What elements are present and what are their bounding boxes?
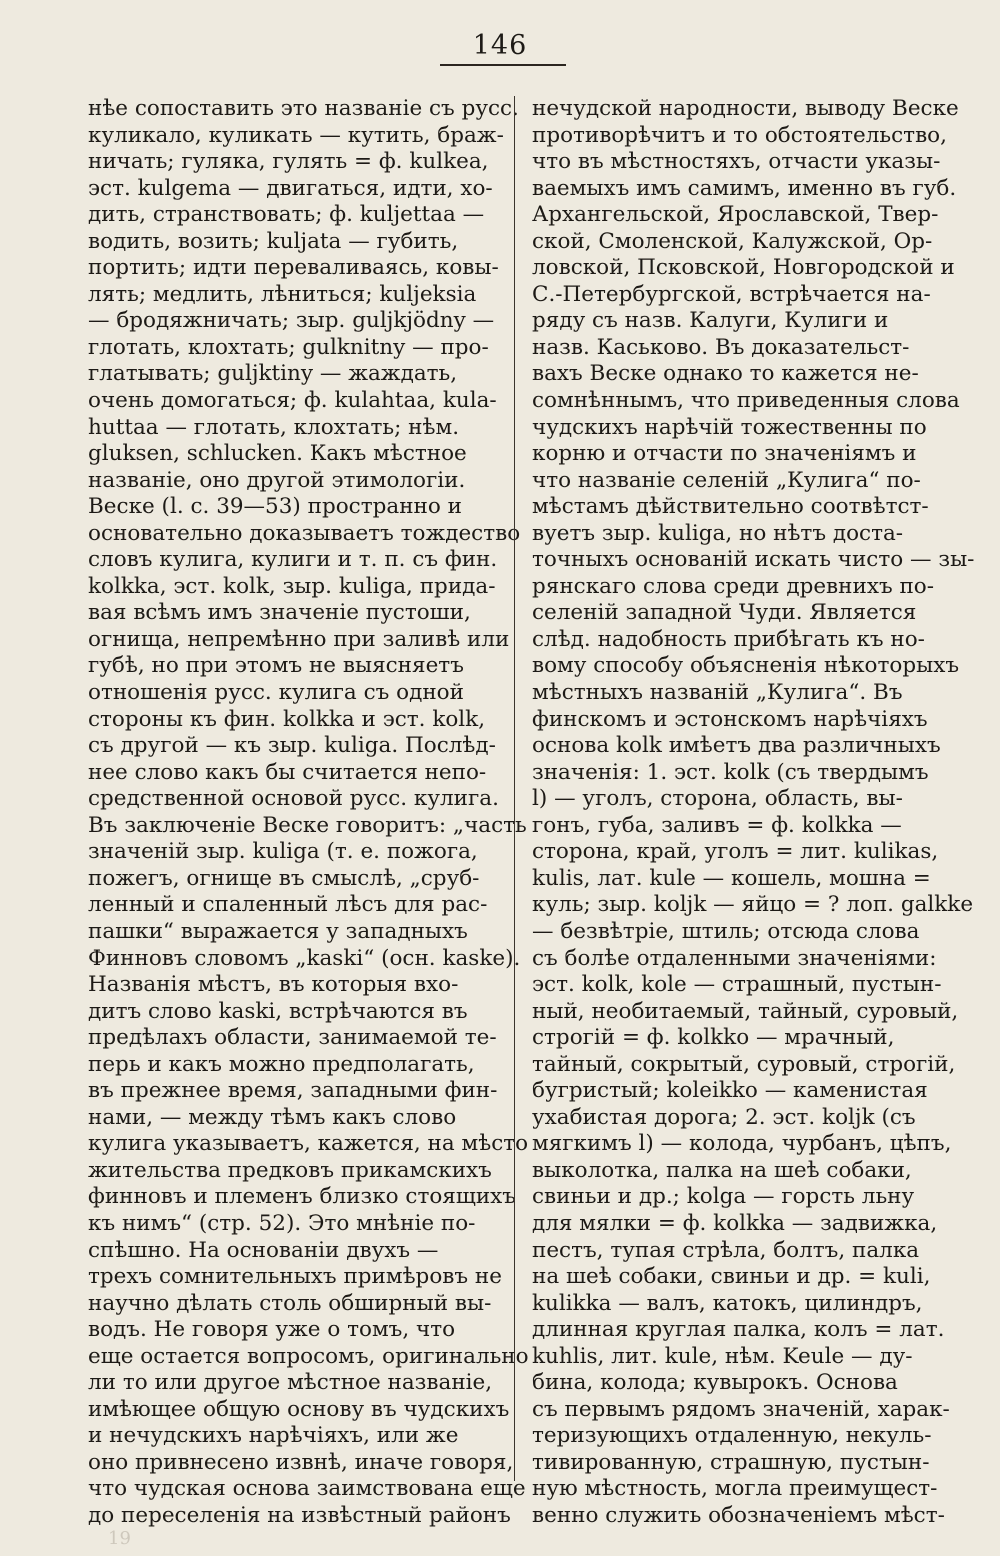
text-line: Названія мѣстъ, въ которыя вхо- bbox=[88, 972, 459, 998]
text-line: огнища, непремѣнно при заливѣ или bbox=[88, 626, 510, 652]
text-line: финскомъ и эстонскомъ нарѣчіяхъ bbox=[532, 706, 928, 732]
text-line: С.-Петербургской, встрѣчается на- bbox=[532, 281, 931, 307]
text-line: жительства предковъ прикамскихъ bbox=[88, 1157, 492, 1183]
text-line: чудскихъ нарѣчій тожественны по bbox=[532, 414, 927, 440]
text-line: кулига указываетъ, кажется, на мѣсто bbox=[88, 1131, 529, 1157]
text-line: глотать, клохтать; gulknitny — про- bbox=[88, 334, 489, 360]
text-line: сторона, край, уголъ = лит. kulikas, bbox=[532, 839, 939, 865]
text-line: словъ кулига, кулиги и т. п. съ фин. bbox=[88, 547, 498, 573]
text-line: сомнѣннымъ, что приведенныя слова bbox=[532, 388, 960, 414]
text-line: стороны къ фин. kolkka и эст. kolk, bbox=[88, 706, 486, 732]
text-line: ленный и спаленный лѣсъ для рас- bbox=[88, 892, 488, 918]
right-column bbox=[532, 96, 975, 1528]
text-line: и нечудскихъ нарѣчіяхъ, или же bbox=[88, 1423, 459, 1449]
bottom-mark: 19 bbox=[108, 1528, 131, 1549]
text-line: рянскаго слова среди древнихъ по- bbox=[532, 573, 934, 599]
text-line: Архангельской, Ярославской, Твер- bbox=[532, 202, 939, 228]
text-line: ряду съ назв. Калуги, Кулиги и bbox=[532, 308, 889, 334]
text-line: основательно доказываетъ тождество bbox=[88, 520, 521, 546]
text-line: портить; идти переваливаясь, ковы- bbox=[88, 255, 499, 281]
text-line: эст. kulgema — двигаться, идти, хо- bbox=[88, 175, 493, 201]
text-line: теризующихъ отдаленную, некуль- bbox=[532, 1423, 932, 1449]
text-line: строгій = ф. kolkko — мрачный, bbox=[532, 1025, 895, 1051]
text-line: что названіе селеній „Кулига“ по- bbox=[532, 467, 921, 493]
text-line: l) — уголъ, сторона, область, вы- bbox=[532, 786, 903, 812]
text-line: ничать; гуляка, гулять = ф. kulkea, bbox=[88, 149, 489, 175]
text-line: имѣющее общую основу въ чудскихъ bbox=[88, 1396, 510, 1422]
text-line: вуетъ зыр. kuliga, но нѣтъ доста- bbox=[532, 520, 904, 546]
text-line: huttaa — глотать, клохтать; нѣм. bbox=[88, 414, 460, 440]
text-line: нее слово какъ бы считается непо- bbox=[88, 759, 487, 785]
text-line: дить, странствовать; ф. kuljettaa — bbox=[88, 202, 485, 228]
text-line: kulis, лат. kule — кошель, мошна = bbox=[532, 865, 931, 891]
text-line: оно привнесено извнѣ, иначе говоря, bbox=[88, 1449, 514, 1475]
text-line: съ болѣе отдаленными значеніями: bbox=[532, 945, 937, 971]
text-line: основа kolk имѣетъ два различныхъ bbox=[532, 733, 941, 759]
text-line: перь и какъ можно предполагать, bbox=[88, 1051, 475, 1077]
text-line: для мялки = ф. kolkka — задвижка, bbox=[532, 1210, 938, 1236]
text-line: kulikka — валъ, катокъ, цилиндръ, bbox=[532, 1290, 923, 1316]
text-line: противорѣчитъ и то обстоятельство, bbox=[532, 122, 947, 148]
text-line: значеній зыр. kuliga (т. е. пожога, bbox=[88, 839, 478, 865]
left-column bbox=[88, 96, 529, 1528]
text-line: kolkka, эст. kolk, зыр. kuliga, прида- bbox=[88, 573, 496, 599]
text-line: выколотка, палка на шеѣ собаки, bbox=[532, 1157, 912, 1183]
text-line: названіе, оно другой этимологіи. bbox=[88, 467, 466, 493]
text-line: свиньи и др.; kolga — горсть льну bbox=[532, 1184, 915, 1210]
page-number: 146 bbox=[472, 30, 528, 61]
text-line: что чудская основа заимствована еще bbox=[88, 1476, 526, 1502]
text-line: — безвѣтріе, штиль; отсюда слова bbox=[532, 918, 920, 944]
text-line: пестъ, тупая стрѣла, болтъ, палка bbox=[532, 1237, 920, 1263]
text-line: что въ мѣстностяхъ, отчасти указы- bbox=[532, 149, 941, 175]
text-line: съ первымъ рядомъ значеній, харак- bbox=[532, 1396, 950, 1422]
page-number-rule bbox=[440, 64, 566, 66]
text-line: — бродяжничать; зыр. guljkjödny — bbox=[88, 308, 495, 334]
text-line: съ другой — къ зыр. kuliga. Послѣд- bbox=[88, 733, 496, 759]
text-line: ваемыхъ имъ самимъ, именно въ губ. bbox=[532, 175, 957, 201]
text-line: средственной основой русс. кулига. bbox=[88, 786, 499, 812]
text-line: еще остается вопросомъ, оригинально bbox=[88, 1343, 529, 1369]
text-line: нечудской народности, выводу Веске bbox=[532, 96, 959, 121]
text-line: мѣстныхъ названій „Кулига“. Въ bbox=[532, 680, 903, 706]
text-line: ную мѣстность, могла преимущест- bbox=[532, 1476, 938, 1502]
text-line: очень домогаться; ф. kulahtaa, kula- bbox=[88, 388, 497, 414]
text-line: значенія: 1. эст. kolk (съ твердымъ bbox=[532, 759, 929, 785]
column-divider bbox=[514, 96, 515, 1481]
text-line: до переселенія на извѣстный районъ bbox=[88, 1502, 511, 1528]
text-line: въ прежнее время, западными фин- bbox=[88, 1078, 498, 1104]
text-line: Веске (l. с. 39—53) пространно и bbox=[88, 494, 462, 520]
text-line: предѣлахъ области, занимаемой те- bbox=[88, 1025, 497, 1051]
text-line: трехъ сомнительныхъ примѣровъ не bbox=[88, 1264, 502, 1290]
text-line: къ нимъ“ (стр. 52). Это мнѣніе по- bbox=[88, 1210, 476, 1236]
text-line: бина, колода; кувырокъ. Основа bbox=[532, 1370, 898, 1396]
text-line: длинная круглая палка, колъ = лат. bbox=[532, 1317, 945, 1343]
text-line: мѣстамъ дѣйствительно соотвѣтст- bbox=[532, 494, 929, 520]
text-line: водить, возить; kuljata — губить, bbox=[88, 228, 459, 254]
text-line: финновъ и племенъ близко стоящихъ bbox=[88, 1184, 516, 1210]
text-line: вому способу объясненія нѣкоторыхъ bbox=[532, 653, 960, 679]
text-line: бугристый; koleikko — каменистая bbox=[532, 1078, 928, 1104]
text-line: спѣшно. На основаніи двухъ — bbox=[88, 1237, 439, 1263]
text-line: губѣ, но при этомъ не выясняетъ bbox=[88, 653, 464, 679]
text-line: куль; зыр. koljk — яйцо = ? лоп. galkke bbox=[532, 892, 974, 918]
text-line: куликало, куликать — кутить, браж- bbox=[88, 122, 504, 148]
text-line: ской, Смоленской, Калужской, Ор- bbox=[532, 228, 933, 254]
text-line: гонъ, губа, заливъ = ф. kolkka — bbox=[532, 812, 902, 838]
text-line: мягкимъ l) — колода, чурбанъ, цѣпъ, bbox=[532, 1131, 952, 1157]
text-line: нами, — между тѣмъ какъ слово bbox=[88, 1104, 457, 1130]
text-line: селеній западной Чуди. Является bbox=[532, 600, 917, 626]
text-line: пожегъ, огнище въ смыслѣ, „сруб- bbox=[88, 865, 480, 891]
text-line: ловской, Псковской, Новгородской и bbox=[532, 255, 955, 281]
text-line: нѣе сопоставить это названіе съ русс. bbox=[88, 96, 519, 121]
text-line: отношенія русс. кулига съ одной bbox=[88, 680, 464, 706]
text-line: gluksen, schlucken. Какъ мѣстное bbox=[88, 441, 467, 467]
text-line: ли то или другое мѣстное названіе, bbox=[88, 1370, 493, 1396]
text-line: слѣд. надобность прибѣгать къ но- bbox=[532, 626, 925, 652]
text-line: дитъ слово kaski, встрѣчаются въ bbox=[88, 998, 468, 1024]
text-line: назв. Каськово. Въ доказательст- bbox=[532, 334, 910, 360]
text-line: научно дѣлать столь обширный вы- bbox=[88, 1290, 492, 1316]
text-line: Финновъ словомъ „kaski“ (осн. kaske). bbox=[88, 945, 521, 971]
text-line: лять; медлить, лѣниться; kuljeksia bbox=[88, 281, 477, 307]
text-line: kuhlis, лит. kule, нѣм. Keule — ду- bbox=[532, 1343, 913, 1369]
text-line: вахъ Веске однако то кажется не- bbox=[532, 361, 919, 387]
text-line: глатывать; guljktiny — жаждать, bbox=[88, 361, 458, 387]
text-line: пашки“ выражается у западныхъ bbox=[88, 918, 468, 944]
text-line: ный, необитаемый, тайный, суровый, bbox=[532, 998, 959, 1024]
text-line: точныхъ основаній искать чисто — зы- bbox=[532, 547, 975, 573]
text-line: тивированную, страшную, пустын- bbox=[532, 1449, 930, 1475]
text-line: на шеѣ собаки, свиньи и др. = kuli, bbox=[532, 1264, 931, 1290]
text-line: тайный, сокрытый, суровый, строгій, bbox=[532, 1051, 956, 1077]
text-line: водъ. Не говоря уже о томъ, что bbox=[88, 1317, 456, 1343]
text-line: корню и отчасти по значеніямъ и bbox=[532, 441, 917, 467]
text-line: ухабистая дорога; 2. эст. koljk (съ bbox=[532, 1104, 916, 1130]
text-line: венно служить обозначеніемъ мѣст- bbox=[532, 1502, 945, 1528]
text-line: вая всѣмъ имъ значеніе пустоши, bbox=[88, 600, 471, 626]
text-line: Въ заключеніе Веске говоритъ: „часть bbox=[88, 812, 527, 838]
text-line: эст. kolk, kole — страшный, пустын- bbox=[532, 972, 942, 998]
